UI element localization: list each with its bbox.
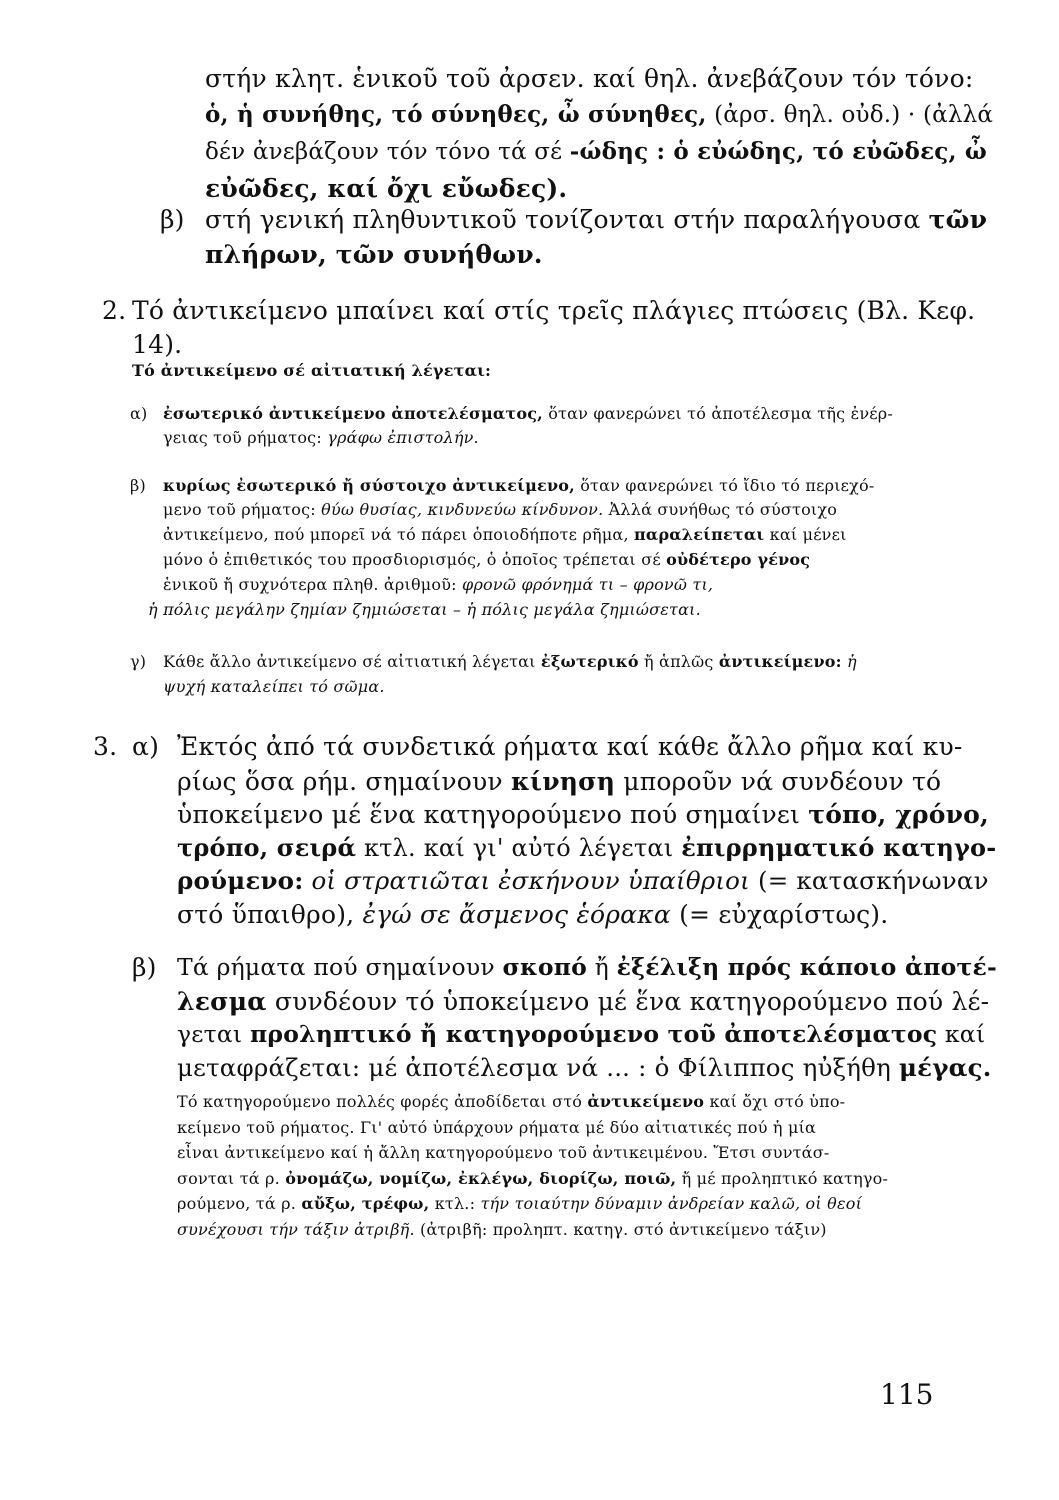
text-line: ὁ, ἡ συνήθης, τό σύνηθες, ὦ σύνηθες, (ἀρσ. θηλ. οὐδ.) · (ἀλλά [205,101,994,128]
text-line: μενο τοῦ ρήματος: θύω θυσίας, κινδυνεύω κίνδυνον. Ἀλλά συνήθως τό σύστοιχο [163,500,838,519]
text-line: εὐῶδες, καί ὄχι εὔωδες). [205,174,568,203]
note-line: συνέχουσι τήν τάξιν ἀτριβῆ. (ἀτριβῆ: προληπτ. κατηγ. στό ἀντικείμενο τάξιν) [177,1220,827,1239]
note-line: ρούμενο, τά ρ. αὔξω, τρέφω, κτλ.: τήν τοιαύτην δύναμιν ἀνδρείαν καλῶ, οἱ θεοί [177,1194,863,1213]
text-line: στήν κλητ. ἑνικοῦ τοῦ ἀρσεν. καί θηλ. ἀνεβάζουν τόν τόνο: [205,64,974,93]
text-line: Τό ἀντικείμενο μπαίνει καί στίς τρεῖς πλάγιες πτώσεις (Βλ. Κεφ. [132,296,976,325]
note-line: Τό κατηγορούμενο πολλές φορές ἀποδίδεται στό ἀντικείμενο καί ὄχι στό ὑπο- [177,1092,846,1111]
text-line: Τά ρήματα πού σημαίνουν σκοπό ἤ ἐξέλιξη πρός κάποιο ἀποτέ- [177,953,997,981]
text-line: μεταφράζεται: μέ ἀποτέλεσμα νά ... : ὁ Φίλιππος ηὐξήθη μέγας. [177,1053,992,1082]
text-line: λεσμα συνδέουν τό ὑποκείμενο μέ ἕνα κατηγορούμενο πού λέ- [177,987,990,1016]
text-line: ἑνικοῦ ἤ συχνότερα πληθ. ἀριθμοῦ: φρονῶ φρόνημά τι – φρονῶ τι, [163,575,714,594]
text-line: Ἐκτός ἀπό τά συνδετικά ρήματα καί κάθε ἄλλο ρῆμα καί κυ- [177,732,963,761]
text-line: Κάθε ἄλλο ἀντικείμενο σέ αἰτιατική λέγεται ἐξωτερικό ἤ ἁπλῶς ἀντικείμενο: ἡ [163,652,857,671]
text-line: στό ὕπαιθρο), ἐγώ σε ἄσμενος ἑόρακα (= εὐχαρίστως). [177,900,889,929]
text-line: στή γενική πληθυντικοῦ τονίζονται στήν παραλήγουσα τῶν [205,205,988,234]
section-number: 3. [93,732,118,761]
text-line: ρίως ὅσα ρήμ. σημαίνουν κίνηση μποροῦν νά συνδέουν τό [177,767,942,796]
text-line: κυρίως ἐσωτερικό ἤ σύστοιχο ἀντικείμενο, ὅταν φανερώνει τό ἴδιο τό περιεχό- [163,476,875,495]
text-line: ἐσωτερικό ἀντικείμενο ἀποτελέσματος, ὅταν φανερώνει τό ἀποτέλεσμα τῆς ἐνέρ- [163,404,893,423]
list-label: β) [130,476,146,495]
section-heading: Τό ἀντικείμενο σέ αἰτιατική λέγεται: [132,361,492,380]
text-line: ἡ πόλις μεγάλην ζημίαν ζημιώσεται – ἡ πόλις μεγάλα ζημιώσεται. [148,600,701,619]
text-line: 14). [132,330,183,359]
text-line: δέν ἀνεβάζουν τόν τόνο τά σέ -ώδης : ὁ εὐώδης, τό εὐῶδες, ὦ [205,138,987,165]
text-line: γειας τοῦ ρήματος: γράφω ἐπιστολήν. [163,428,479,447]
section-number: 2. [102,296,127,325]
list-label: α) [130,404,148,423]
text-line: ὑποκείμενο μέ ἕνα κατηγορούμενο πού σημαίνει τόπο, χρόνο, [177,800,989,829]
text-line: τρόπο, σειρά κτλ. καί γι' αὐτό λέγεται ἐπιρρηματικό κατηγο- [177,833,997,862]
page-number: 115 [880,1378,934,1411]
text-line: γεται προληπτικό ἤ κατηγορούμενο τοῦ ἀποτελέσματος καί [177,1020,986,1048]
list-label: β) [132,953,157,982]
text-line: ψυχή καταλείπει τό σῶμα. [163,677,385,696]
text-line: ρούμενο: οἱ στρατιῶται ἐσκήνουν ὑπαίθριοι (= κατασκήνωναν [177,866,989,895]
list-label: γ) [130,652,147,671]
text-line: πλήρων, τῶν συνήθων. [205,240,543,269]
text-line: μόνο ὁ ἐπιθετικός του προσδιορισμός, ὁ ὁποῖος τρέπεται σέ οὐδέτερο γένος [163,550,811,569]
list-label: β) [160,205,185,234]
note-line: κείμενο τοῦ ρήματος. Γι' αὐτό ὑπάρχουν ρήματα μέ δύο αἰτιατικές πού ἡ μία [177,1118,817,1137]
note-line: σονται τά ρ. ὀνομάζω, νομίζω, ἐκλέγω, διορίζω, ποιῶ, ἤ μέ προληπτικό κατηγο- [177,1169,889,1188]
text-line: ἀντικείμενο, πού μπορεῖ νά τό πάρει ὁποιοδήποτε ρῆμα, παραλείπεται καί μένει [163,525,847,544]
list-label: α) [132,732,160,761]
note-line: εἶναι ἀντικείμενο καί ἡ ἄλλη κατηγορούμενο τοῦ ἀντικειμένου. Ἔτσι συντάσ- [177,1143,830,1162]
